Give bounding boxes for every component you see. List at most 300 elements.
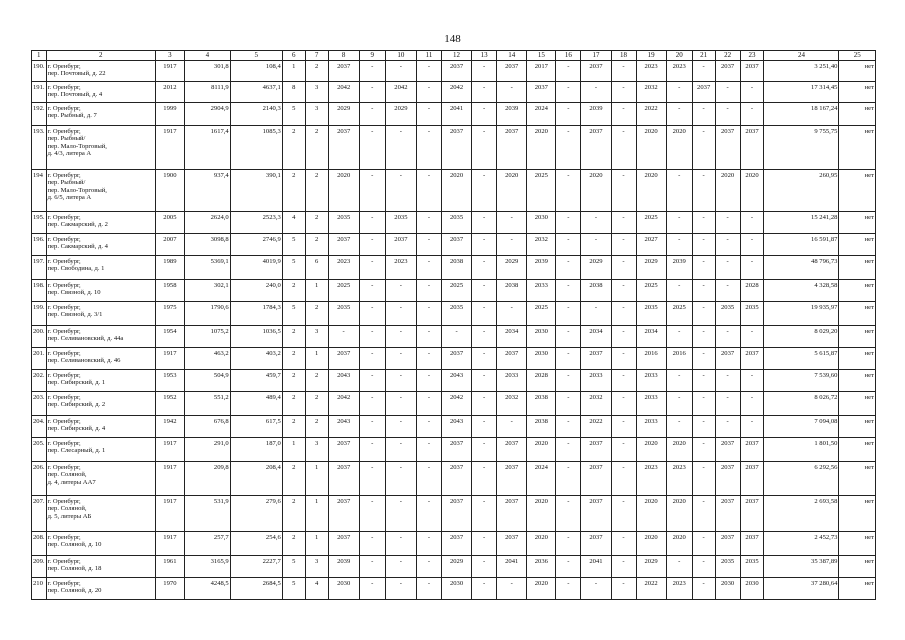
cell-col-16: - (556, 256, 581, 280)
cell-col-3: 1917 (155, 532, 184, 556)
cell-col-11: - (417, 126, 442, 170)
cell-col-17: 2029 (581, 256, 611, 280)
cell-col-16: - (556, 416, 581, 438)
cell-col-3: 1954 (155, 326, 184, 348)
cell-col-7: 6 (305, 256, 328, 280)
column-header-1: 1 (32, 51, 47, 61)
cell-col-23: 2020 (740, 170, 764, 212)
cell-col-3: 1942 (155, 416, 184, 438)
cell-col-21: - (692, 326, 715, 348)
cell-col-11: - (417, 256, 442, 280)
cell-col-15: 2020 (527, 532, 556, 556)
row-number: 202. (32, 370, 47, 392)
cell-col-18: - (611, 302, 636, 326)
column-header-14: 14 (497, 51, 527, 61)
address-line: г. Оренбург, (47, 394, 81, 401)
cell-col-13: - (472, 234, 497, 256)
cell-col-15: 2028 (527, 370, 556, 392)
cell-col-17: 2038 (581, 280, 611, 302)
cell-col-8: 2030 (328, 578, 359, 600)
header-row (32, 51, 876, 61)
cell-col-9: - (359, 532, 385, 556)
cell-col-19: 2016 (636, 348, 666, 370)
row-number: 200. (32, 326, 47, 348)
column-header-15: 15 (527, 51, 556, 61)
cell-col-24: 8 026,72 (764, 392, 839, 416)
cell-col-14: 2037 (497, 61, 527, 82)
cell-col-10: - (385, 302, 416, 326)
cell-col-23: - (740, 212, 764, 234)
cell-col-22: - (715, 392, 740, 416)
row-number: 206. (32, 462, 47, 496)
cell-col-7: 1 (305, 348, 328, 370)
cell-col-21: - (692, 234, 715, 256)
row-number: 205. (32, 438, 47, 462)
cell-col-8: 2043 (328, 370, 359, 392)
cell-col-6: 2 (282, 326, 305, 348)
cell-col-12: 2035 (441, 302, 471, 326)
cell-col-10: - (385, 496, 416, 532)
address-cell (46, 438, 155, 462)
cell-col-4: 937,4 (184, 170, 230, 212)
cell-col-6: 5 (282, 302, 305, 326)
cell-col-11: - (417, 212, 442, 234)
column-header-20: 20 (666, 51, 692, 61)
address-line: д. 4, литеры АА7 (47, 478, 96, 486)
cell-col-10: - (385, 578, 416, 600)
column-header-6: 6 (282, 51, 305, 61)
column-header-10: 10 (385, 51, 416, 61)
cell-col-10: - (385, 326, 416, 348)
cell-col-9: - (359, 438, 385, 462)
cell-col-12: 2037 (441, 496, 471, 532)
cell-col-11: - (417, 496, 442, 532)
cell-col-14: - (497, 212, 527, 234)
cell-col-16: - (556, 61, 581, 82)
cell-col-6: 5 (282, 578, 305, 600)
cell-col-16: - (556, 82, 581, 103)
cell-col-11: - (417, 392, 442, 416)
cell-col-22: 2037 (715, 462, 740, 496)
column-header-3: 3 (155, 51, 184, 61)
cell-col-6: 2 (282, 532, 305, 556)
cell-col-19: 2020 (636, 496, 666, 532)
cell-col-18: - (611, 532, 636, 556)
cell-col-10: 2042 (385, 82, 416, 103)
cell-col-18: - (611, 462, 636, 496)
cell-col-13: - (472, 416, 497, 438)
cell-col-11: - (417, 416, 442, 438)
cell-col-6: 2 (282, 126, 305, 170)
cell-col-12: 2037 (441, 234, 471, 256)
cell-col-3: 1917 (155, 126, 184, 170)
cell-col-14: 2037 (497, 462, 527, 496)
cell-col-14: 2029 (497, 256, 527, 280)
address-line: г. Оренбург, (47, 580, 81, 587)
cell-col-17: 2037 (581, 532, 611, 556)
cell-col-12: 2041 (441, 103, 471, 126)
address-line: г. Оренбург, (47, 282, 81, 289)
cell-col-11: - (417, 280, 442, 302)
cell-col-25: нет (839, 438, 876, 462)
cell-col-11: - (417, 578, 442, 600)
cell-col-6: 2 (282, 416, 305, 438)
address-cell (46, 556, 155, 578)
cell-col-13: - (472, 438, 497, 462)
cell-col-17: 2037 (581, 496, 611, 532)
table-row (32, 256, 876, 280)
cell-col-21: - (692, 438, 715, 462)
address-line: пер. Мало-Торговый, (47, 142, 107, 150)
cell-col-11: - (417, 302, 442, 326)
cell-col-10: 2029 (385, 103, 416, 126)
cell-col-23: 2037 (740, 126, 764, 170)
cell-col-17: - (581, 212, 611, 234)
cell-col-11: - (417, 348, 442, 370)
cell-col-10: - (385, 370, 416, 392)
cell-col-10: - (385, 532, 416, 556)
cell-col-25: нет (839, 170, 876, 212)
cell-col-20: 2025 (666, 302, 692, 326)
address-cell (46, 234, 155, 256)
cell-col-21: - (692, 532, 715, 556)
address-line: пер. Слесарный, д. 1 (47, 447, 106, 455)
cell-col-6: 4 (282, 212, 305, 234)
table-row (32, 348, 876, 370)
cell-col-23: 2028 (740, 280, 764, 302)
cell-col-4: 5369,1 (184, 256, 230, 280)
cell-col-4: 3098,8 (184, 234, 230, 256)
address-line: г. Оренбург, (47, 558, 81, 565)
cell-col-8: - (328, 326, 359, 348)
cell-col-20: 2016 (666, 348, 692, 370)
column-header-4: 4 (184, 51, 230, 61)
cell-col-14: 2039 (497, 103, 527, 126)
address-line: д. 4/3, литера А (47, 150, 92, 158)
cell-col-13: - (472, 61, 497, 82)
row-number: 198. (32, 280, 47, 302)
cell-col-25: нет (839, 392, 876, 416)
cell-col-19: 2029 (636, 256, 666, 280)
column-header-24: 24 (764, 51, 839, 61)
cell-col-10: - (385, 348, 416, 370)
address-line: г. Оренбург, (47, 214, 81, 221)
cell-col-9: - (359, 82, 385, 103)
cell-col-19: 2020 (636, 532, 666, 556)
cell-col-4: 551,2 (184, 392, 230, 416)
cell-col-25: нет (839, 416, 876, 438)
cell-col-15: 2039 (527, 256, 556, 280)
cell-col-22: 2037 (715, 438, 740, 462)
cell-col-24: 17 314,45 (764, 82, 839, 103)
cell-col-4: 531,9 (184, 496, 230, 532)
cell-col-24: 7 539,60 (764, 370, 839, 392)
cell-col-10: - (385, 556, 416, 578)
cell-col-20: - (666, 370, 692, 392)
cell-col-5: 403,2 (230, 348, 282, 370)
cell-col-21: 2037 (692, 82, 715, 103)
cell-col-5: 187,0 (230, 438, 282, 462)
cell-col-3: 1953 (155, 370, 184, 392)
cell-col-3: 2007 (155, 234, 184, 256)
row-number: 209. (32, 556, 47, 578)
cell-col-16: - (556, 556, 581, 578)
cell-col-25: нет (839, 280, 876, 302)
cell-col-20: 2020 (666, 126, 692, 170)
cell-col-18: - (611, 438, 636, 462)
cell-col-8: 2042 (328, 392, 359, 416)
cell-col-25: нет (839, 462, 876, 496)
cell-col-9: - (359, 578, 385, 600)
cell-col-21: - (692, 496, 715, 532)
cell-col-9: - (359, 416, 385, 438)
cell-col-13: - (472, 256, 497, 280)
cell-col-6: 1 (282, 61, 305, 82)
cell-col-3: 1975 (155, 302, 184, 326)
cell-col-20: - (666, 212, 692, 234)
cell-col-10: - (385, 280, 416, 302)
cell-col-9: - (359, 302, 385, 326)
column-header-19: 19 (636, 51, 666, 61)
cell-col-15: 2037 (527, 82, 556, 103)
cell-col-7: 3 (305, 82, 328, 103)
cell-col-5: 459,7 (230, 370, 282, 392)
cell-col-14: - (497, 416, 527, 438)
column-header-12: 12 (441, 51, 471, 61)
cell-col-23: 2037 (740, 438, 764, 462)
address-line: г. Оренбург, (47, 128, 81, 135)
cell-col-24: 18 167,24 (764, 103, 839, 126)
table-row (32, 532, 876, 556)
cell-col-14: - (497, 82, 527, 103)
cell-col-14: - (497, 302, 527, 326)
row-number: 207. (32, 496, 47, 532)
cell-col-7: 1 (305, 496, 328, 532)
cell-col-14: 2037 (497, 496, 527, 532)
address-cell (46, 82, 155, 103)
cell-col-9: - (359, 556, 385, 578)
cell-col-24: 16 591,87 (764, 234, 839, 256)
cell-col-16: - (556, 326, 581, 348)
cell-col-6: 8 (282, 82, 305, 103)
cell-col-9: - (359, 280, 385, 302)
row-number: 194 (32, 170, 47, 212)
row-number: 208. (32, 532, 47, 556)
address-line: пер. Почтовый, д. 4 (47, 91, 103, 99)
cell-col-12: 2037 (441, 532, 471, 556)
cell-col-22: 2037 (715, 496, 740, 532)
cell-col-23: - (740, 370, 764, 392)
cell-col-17: 2032 (581, 392, 611, 416)
cell-col-5: 254,6 (230, 532, 282, 556)
housing-table (31, 50, 876, 600)
cell-col-14: 2032 (497, 392, 527, 416)
cell-col-7: 2 (305, 126, 328, 170)
cell-col-17: 2034 (581, 326, 611, 348)
cell-col-6: 5 (282, 103, 305, 126)
address-line: г. Оренбург, (47, 84, 81, 91)
cell-col-19: 2023 (636, 61, 666, 82)
address-line: г. Оренбург, (47, 304, 81, 311)
table-row (32, 280, 876, 302)
cell-col-9: - (359, 234, 385, 256)
cell-col-13: - (472, 212, 497, 234)
cell-col-7: 2 (305, 416, 328, 438)
cell-col-6: 5 (282, 256, 305, 280)
table-row (32, 302, 876, 326)
cell-col-23: 2037 (740, 496, 764, 532)
cell-col-13: - (472, 126, 497, 170)
address-line: пер. Соляной, д. 18 (47, 565, 102, 573)
cell-col-18: - (611, 326, 636, 348)
row-number: 192. (32, 103, 47, 126)
cell-col-20: 2039 (666, 256, 692, 280)
cell-col-25: нет (839, 532, 876, 556)
cell-col-21: - (692, 256, 715, 280)
table-row (32, 462, 876, 496)
cell-col-13: - (472, 370, 497, 392)
cell-col-4: 504,9 (184, 370, 230, 392)
cell-col-7: 3 (305, 438, 328, 462)
cell-col-18: - (611, 61, 636, 82)
cell-col-16: - (556, 234, 581, 256)
cell-col-23: 2035 (740, 302, 764, 326)
cell-col-21: - (692, 302, 715, 326)
row-number: 195. (32, 212, 47, 234)
cell-col-11: - (417, 170, 442, 212)
cell-col-7: 2 (305, 302, 328, 326)
address-cell (46, 496, 155, 532)
cell-col-18: - (611, 556, 636, 578)
cell-col-16: - (556, 126, 581, 170)
cell-col-21: - (692, 212, 715, 234)
cell-col-4: 2904,9 (184, 103, 230, 126)
cell-col-9: - (359, 126, 385, 170)
cell-col-6: 5 (282, 556, 305, 578)
cell-col-6: 2 (282, 348, 305, 370)
cell-col-24: 35 387,89 (764, 556, 839, 578)
cell-col-16: - (556, 348, 581, 370)
cell-col-11: - (417, 370, 442, 392)
cell-col-24: 8 029,20 (764, 326, 839, 348)
cell-col-21: - (692, 578, 715, 600)
table-row (32, 370, 876, 392)
cell-col-6: 2 (282, 170, 305, 212)
cell-col-11: - (417, 103, 442, 126)
cell-col-19: 2035 (636, 302, 666, 326)
cell-col-14: 2020 (497, 170, 527, 212)
cell-col-13: - (472, 170, 497, 212)
address-line: пер. Связной, д. 3/1 (47, 311, 103, 319)
cell-col-18: - (611, 392, 636, 416)
table-body (32, 61, 876, 600)
cell-col-20: 2023 (666, 578, 692, 600)
cell-col-22: 2020 (715, 170, 740, 212)
table-row (32, 234, 876, 256)
cell-col-5: 1036,5 (230, 326, 282, 348)
cell-col-11: - (417, 234, 442, 256)
cell-col-15: 2032 (527, 234, 556, 256)
cell-col-3: 1917 (155, 61, 184, 82)
cell-col-20: - (666, 326, 692, 348)
page-number: 148 (444, 33, 461, 45)
cell-col-3: 1952 (155, 392, 184, 416)
column-header-18: 18 (611, 51, 636, 61)
cell-col-22: 2037 (715, 348, 740, 370)
cell-col-22: - (715, 103, 740, 126)
cell-col-16: - (556, 280, 581, 302)
cell-col-22: - (715, 416, 740, 438)
cell-col-18: - (611, 212, 636, 234)
cell-col-16: - (556, 532, 581, 556)
cell-col-15: 2025 (527, 170, 556, 212)
cell-col-19: 2022 (636, 103, 666, 126)
cell-col-23: 2037 (740, 532, 764, 556)
cell-col-21: - (692, 61, 715, 82)
cell-col-22: - (715, 212, 740, 234)
table-row (32, 416, 876, 438)
column-header-22: 22 (715, 51, 740, 61)
cell-col-15: 2038 (527, 392, 556, 416)
cell-col-10: - (385, 416, 416, 438)
address-line: г. Оренбург, (47, 236, 81, 243)
cell-col-3: 1917 (155, 462, 184, 496)
cell-col-25: нет (839, 212, 876, 234)
cell-col-11: - (417, 462, 442, 496)
cell-col-20: 2023 (666, 462, 692, 496)
address-line: пер. Связной, д. 10 (47, 289, 101, 297)
cell-col-5: 617,5 (230, 416, 282, 438)
cell-col-21: - (692, 392, 715, 416)
row-number: 204. (32, 416, 47, 438)
row-number: 196. (32, 234, 47, 256)
cell-col-6: 2 (282, 496, 305, 532)
cell-col-17: - (581, 234, 611, 256)
cell-col-18: - (611, 280, 636, 302)
column-header-9: 9 (359, 51, 385, 61)
cell-col-18: - (611, 348, 636, 370)
row-number: 197. (32, 256, 47, 280)
cell-col-20: - (666, 82, 692, 103)
cell-col-25: нет (839, 578, 876, 600)
cell-col-5: 2227,7 (230, 556, 282, 578)
cell-col-8: 2037 (328, 234, 359, 256)
address-cell (46, 212, 155, 234)
row-number: 190. (32, 61, 47, 82)
cell-col-18: - (611, 170, 636, 212)
cell-col-17: - (581, 302, 611, 326)
cell-col-11: - (417, 532, 442, 556)
cell-col-24: 15 241,28 (764, 212, 839, 234)
cell-col-23: - (740, 82, 764, 103)
cell-col-15: 2036 (527, 556, 556, 578)
cell-col-20: - (666, 556, 692, 578)
cell-col-22: - (715, 280, 740, 302)
cell-col-22: 2030 (715, 578, 740, 600)
cell-col-24: 260,95 (764, 170, 839, 212)
address-line: г. Оренбург, (47, 372, 81, 379)
cell-col-19: 2033 (636, 416, 666, 438)
cell-col-15: 2024 (527, 103, 556, 126)
cell-col-11: - (417, 326, 442, 348)
cell-col-13: - (472, 348, 497, 370)
cell-col-5: 1085,3 (230, 126, 282, 170)
cell-col-5: 2746,9 (230, 234, 282, 256)
address-line: пер. Соляной, (47, 471, 87, 479)
column-header-25: 25 (839, 51, 876, 61)
cell-col-22: - (715, 326, 740, 348)
cell-col-13: - (472, 532, 497, 556)
